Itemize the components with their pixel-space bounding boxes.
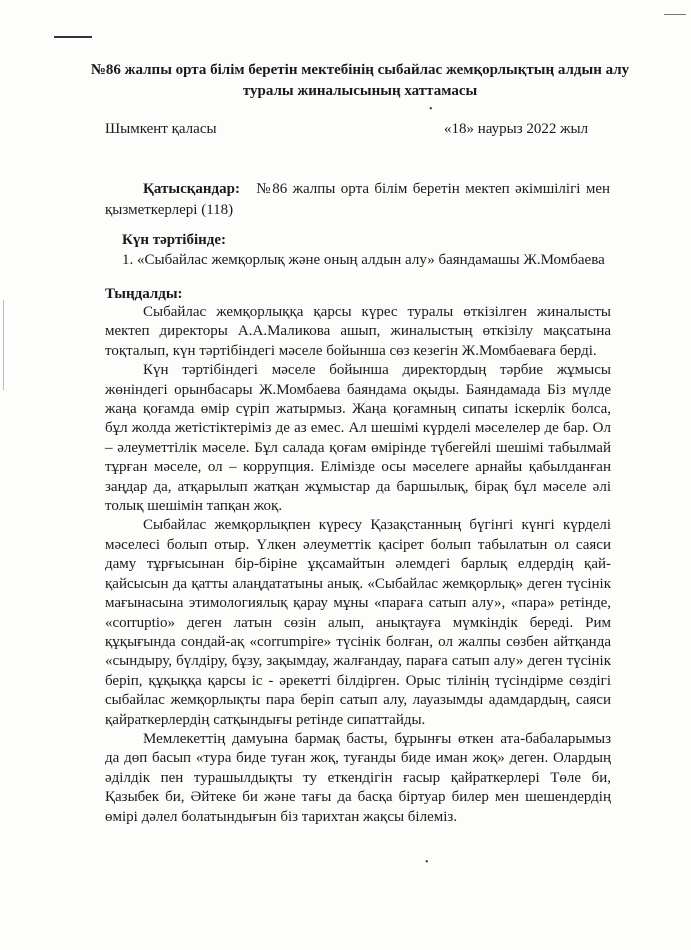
- minutes-body: [105, 303, 611, 827]
- paragraph: Сыбайлас жемқорлықпен күресу Қазақстанның бүгінгі күнгі күрделі мәселесі болып отыр. Үлкен әлеуметтік қасірет болып табылатын ол саяси даму тұрғысынан бір-біріне ұқсамайтын әлемдегі барлық елдердің қай-қайсысын да қатты алаңдататыны анық. «Сыбайлас жемқорлық» деген түсінік мағынасына этимологиялық қарау мұны «параға сатып алу», «пара» ретінде, «corruptio» деген латын сөзін алып, анықтауға мүмкіндік береді. Рим құқығында сондай-ақ «corrumpire» түсінік болған, ол жалпы сөзбен айтқанда «сындыру, бүлдіру, бұзу, зақымдау, жалғандау, параға сатып алу» деген түсінік беріп, құқыққа қарсы іс - әрекетті білдірген. Орыс тілінің түсіндірме сөздігі сыбайлас жемқорлықты пара беріп сатып алу, лауазымды адамдардың, саяси қайраткерлердің сатқындығы ретінде сипаттайды.: [105, 517, 611, 728]
- document-title: №86 жалпы орта білім беретін мектебінің сыбайлас жемқорлықтың алдын алу туралы жиналысының хаттамасы: [90, 62, 630, 99]
- city-label: Шымкент қаласы: [105, 121, 217, 137]
- paragraph: Мемлекеттің дамуына бармақ басты, бұрынғы өткен ата-бабаларымыз да дөп басып «тура биде туған жоқ, туғанды биде иман жоқ» деген. Олардың әділдік пен турашылдықты ту еткендігін ғасыр қайраткерлері Төле би, Қазыбек би, Әйтеке би және тағы да басқа біртуар билер мен шешендердің өмірі дәлел болатындығын біз тарихтан жақсы білеміз.: [105, 730, 611, 825]
- heard-label: Тыңдалды:: [105, 286, 183, 302]
- participants-label: Қатысқандар:: [143, 181, 240, 197]
- date-label: «18» наурыз 2022 жыл: [444, 121, 589, 137]
- scan-speck: •: [425, 857, 429, 868]
- scan-mark: [3, 300, 4, 390]
- participants-text: №86 жалпы орта білім беретін мектеп әкімшілігі мен қызметкерлері (118): [105, 181, 611, 218]
- paragraph: Сыбайлас жемқорлыққа қарсы күрес туралы өткізілген жиналысты мектеп директоры А.А.Маликова ашып, жиналыстың өткізілу мақсатына тоқталып, күн тәртібіндегі мәселе бойынша сөз кезегін Ж.Момбаеваға берді.: [105, 304, 611, 359]
- scan-mark: [54, 36, 92, 38]
- scan-speck: •: [429, 104, 433, 115]
- scan-mark: [664, 14, 686, 15]
- paragraph: Күн тәртібіндегі мәселе бойынша директордың тәрбие жұмысы жөніндегі орынбасары Ж.Момбаева баяндама оқыды. Баяндамада Біз мүлде жаңа қоғамда өмір сүріп жатырмыз. Жаңа қоғамның сипаты іскерлік болса, бұл жолда жетістіктеріміз де аз емес. Ал шешімі күрделі мәселелер де бар. Ол – әлеуметтілік мәселе. Бұл салада қоғам өмірінде түбегейлі шешімі табылмай тұрған мәселе, ол – коррупция. Елімізде осы мәселеге арнайы қабылданған заңдар да, атқарылып жатқан жұмыстар да баршылық, бірақ бұл мәселе әлі толық шешімін тапқан жоқ.: [105, 362, 611, 515]
- agenda-item: 1. «Сыбайлас жемқорлық және оның алдын алу» баяндамашы Ж.Момбаева: [122, 252, 605, 268]
- agenda-label: Күн тәртібінде:: [122, 232, 227, 248]
- participants-section: [105, 179, 610, 221]
